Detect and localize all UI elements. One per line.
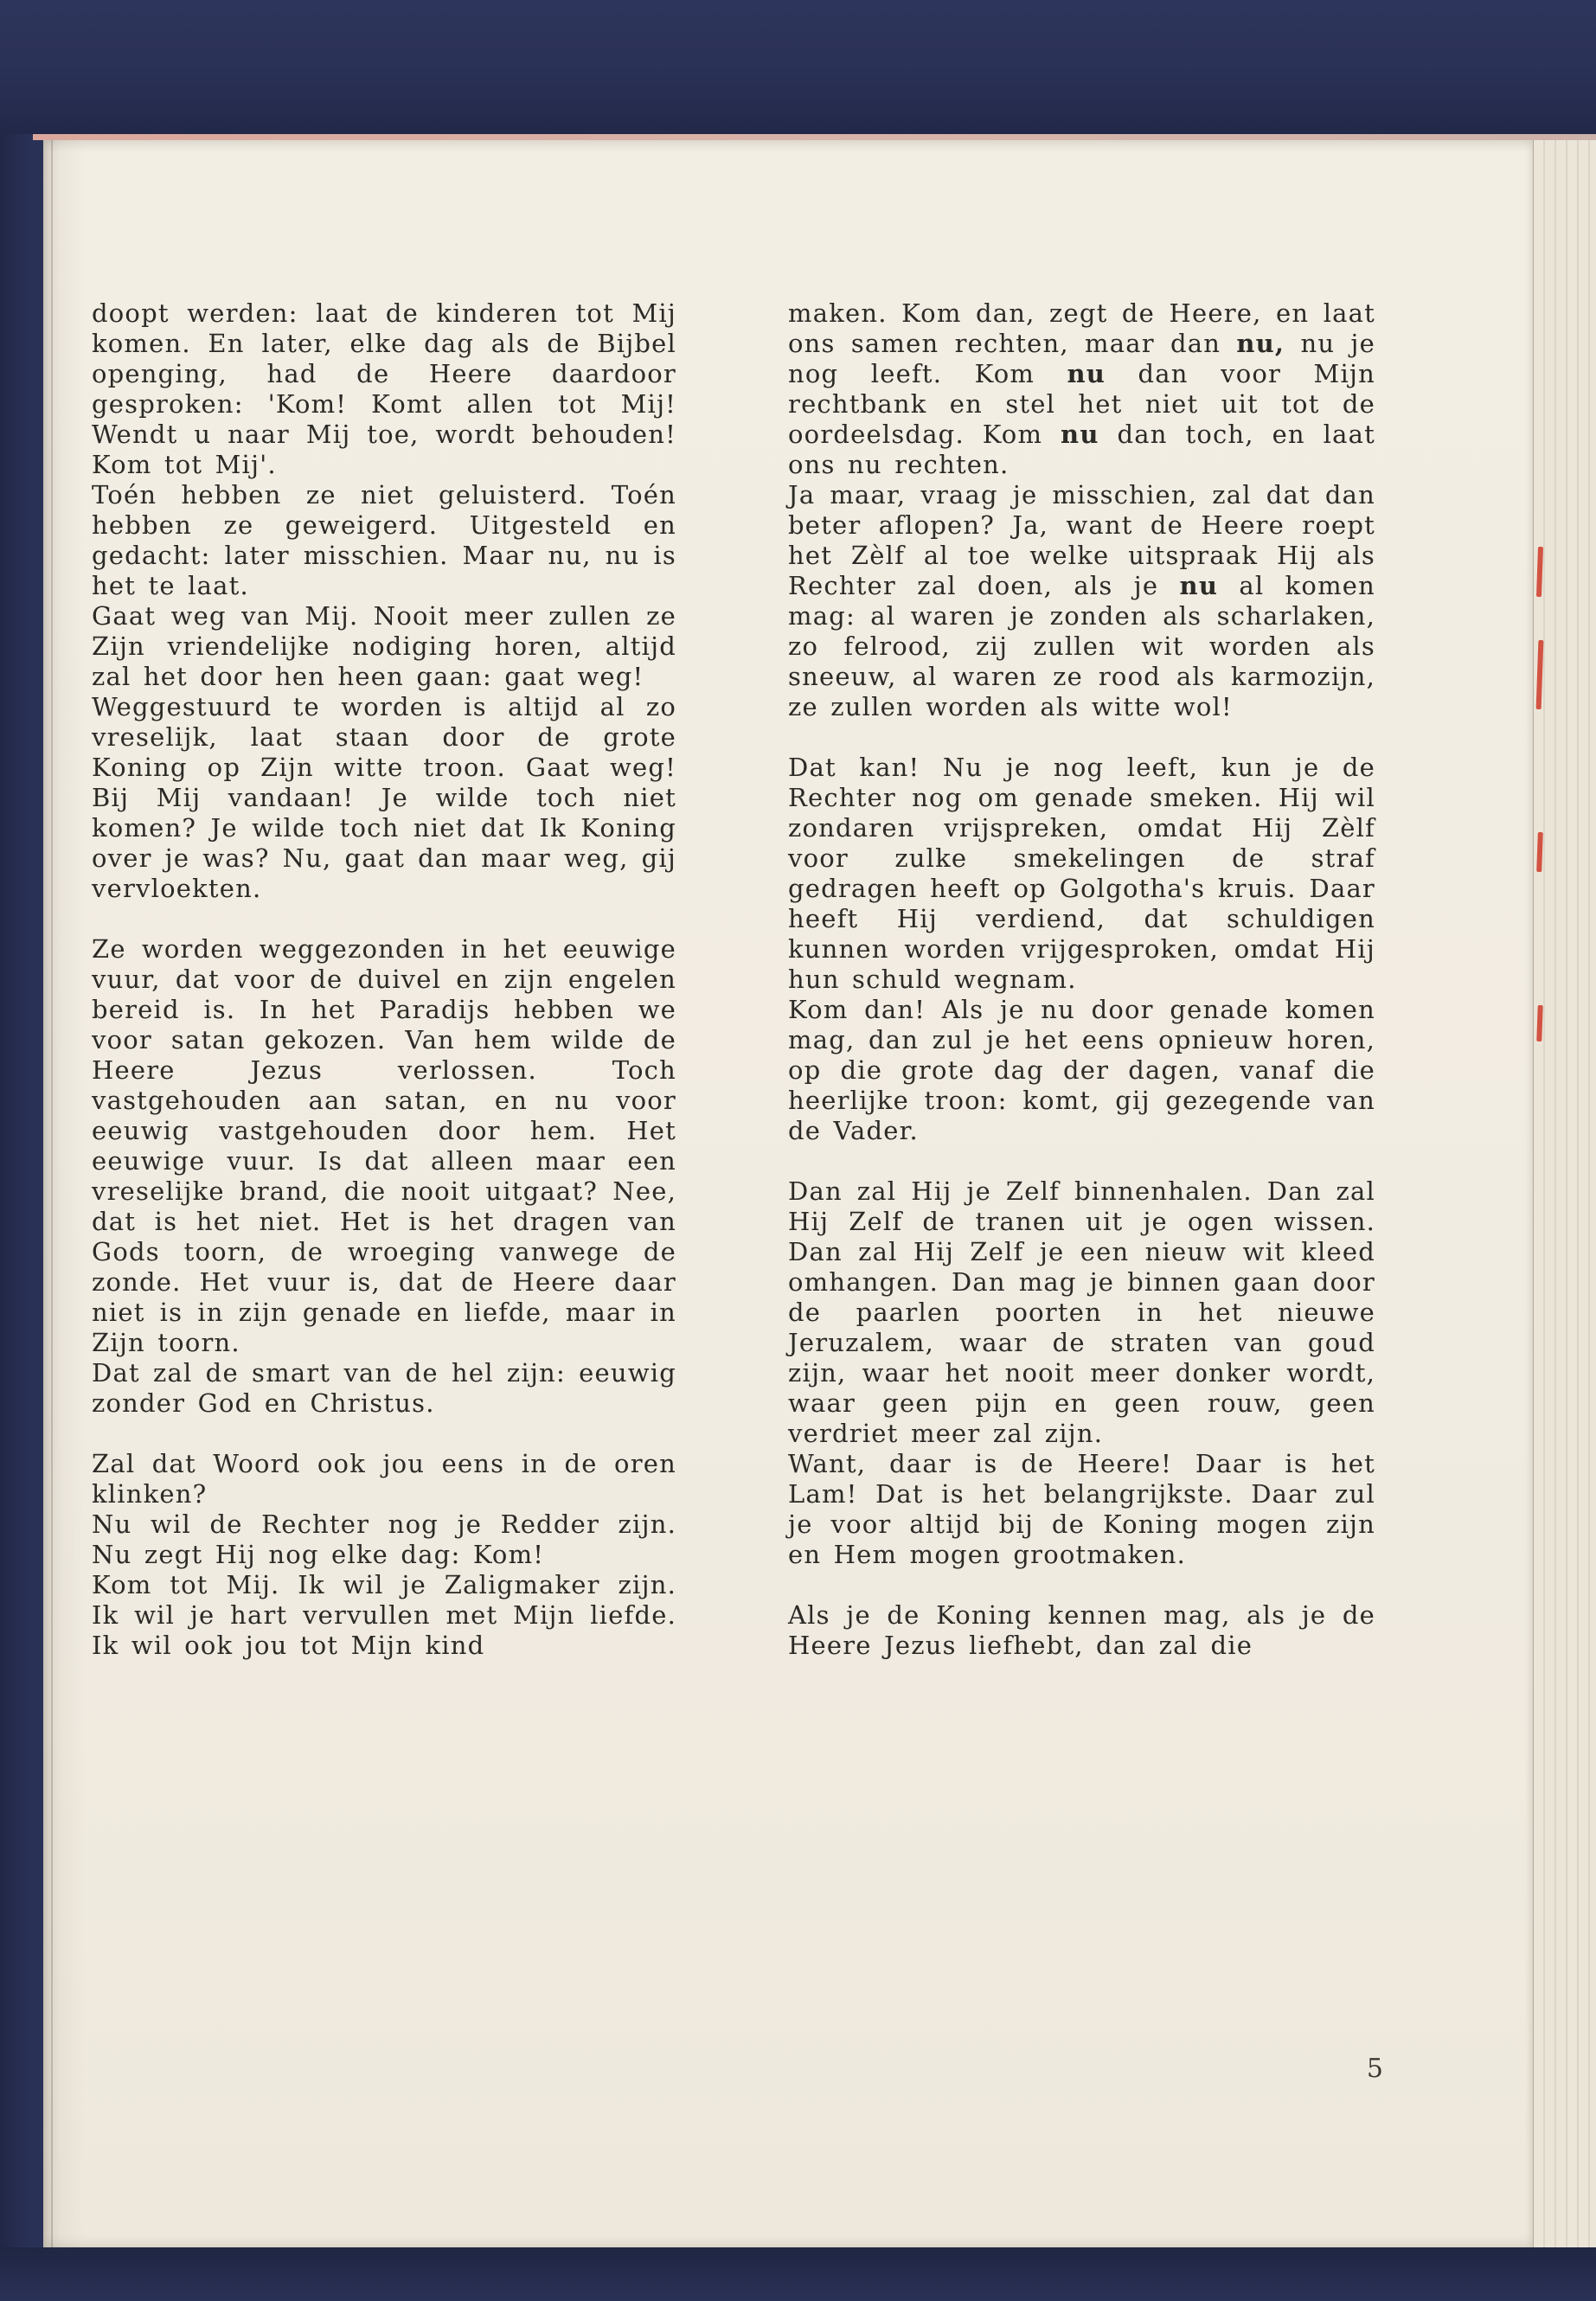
paragraph: Gaat weg van Mij. Nooit meer zullen ze Zijn vriendelijke nodiging horen, altijd zal het door hen heen gaan: gaat weg! (92, 601, 676, 691)
paragraph: Kom dan! Als je nu door genade komen mag, dan zul je het eens opnieuw horen, op die grote dag der dagen, vanaf die heerlijke troon: komt, gij gezegende van de Vader. (788, 995, 1375, 1145)
paragraph: Weggestuurd te worden is altijd al zo vreselijk, laat staan door de grote Koning op Zijn witte troon. Gaat weg! Bij Mij vandaan! Je wilde toch niet komen? Je wilde toch niet dat Ik Koning over je was? Nu, gaat dan maar weg, gij vervloekten. (92, 692, 676, 903)
paragraph: Kom tot Mij. Ik wil je Zaligmaker zijn. Ik wil je hart vervullen met Mijn liefde. Ik wil ook jou tot Mijn kind (92, 1570, 676, 1660)
text-column-left (92, 298, 676, 1661)
paragraph: Als je de Koning kennen mag, als je de Heere Jezus liefhebt, dan zal die (788, 1600, 1375, 1660)
paragraph: Want, daar is de Heere! Daar is het Lam! Dat is het belangrijkste. Daar zul je voor altijd bij de Koning mogen zijn en Hem mogen grootmaken. (788, 1449, 1375, 1569)
paragraph: Zal dat Woord ook jou eens in de oren klinken? (92, 1449, 676, 1509)
page-number: 5 (1366, 2054, 1384, 2084)
paragraph: Dat zal de smart van de hel zijn: eeuwig zonder God en Christus. (92, 1358, 676, 1418)
fore-edge-page-stack (1533, 140, 1596, 2247)
book-cover-left-band (0, 134, 43, 2247)
text-column-right (788, 298, 1375, 1661)
paragraph: Toén hebben ze niet geluisterd. Toén hebben ze geweigerd. Uitgesteld en gedacht: later misschien. Maar nu, nu is het te laat. (92, 480, 676, 600)
book-cover-bottom-band (0, 2247, 1596, 2301)
red-edge-mark (1536, 832, 1543, 872)
red-edge-mark (1536, 1005, 1542, 1042)
book-cover-top-band (0, 0, 1596, 134)
red-edge-mark (1536, 547, 1543, 597)
scan-page (43, 140, 1533, 2247)
paragraph: Ja maar, vraag je misschien, zal dat dan beter aflopen? Ja, want de Heere roept het Zèlf al toe welke uitspraak Hij als Rechter zal doen, als je nu al komen mag: al waren je zonden als scharlaken, zo felrood, zij zullen wit worden als sneeuw, al waren ze rood als karmozijn, ze zullen worden als witte wol! (788, 480, 1376, 721)
paragraph: maken. Kom dan, zegt de Heere, en laat ons samen rechten, maar dan nu, nu je nog leeft. Kom nu dan voor Mijn rechtbank en stel het niet uit tot de oordeelsdag. Kom nu dan toch, en laat ons nu rechten. (788, 298, 1375, 479)
page-top-edge-highlight (33, 134, 1596, 140)
paragraph: doopt werden: laat de kinderen tot Mij komen. En later, elke dag als de Bijbel openging, had de Heere daardoor gesproken: 'Kom! Komt allen tot Mij! Wendt u naar Mij toe, wordt behouden! Kom tot Mij'. (92, 298, 676, 479)
paragraph: Dan zal Hij je Zelf binnenhalen. Dan zal Hij Zelf de tranen uit je ogen wissen. Dan zal Hij Zelf je een nieuw wit kleed omhangen. Dan mag je binnen gaan door de paarlen poorten in het nieuwe Jeruzalem, waar de straten van goud zijn, waar het nooit meer donker wordt, waar geen pijn en geen rouw, geen verdriet meer zal zijn. (788, 1176, 1375, 1448)
paragraph: Nu wil de Rechter nog je Redder zijn. Nu zegt Hij nog elke dag: Kom! (92, 1509, 676, 1569)
red-edge-mark (1536, 640, 1544, 709)
paragraph: Dat kan! Nu je nog leeft, kun je de Rechter nog om genade smeken. Hij wil zondaren vrijspreken, omdat Hij Zèlf voor zulke smekelingen de straf gedragen heeft op Golgotha's kruis. Daar heeft Hij verdiend, dat schuldigen kunnen worden vrijgesproken, omdat Hij hun schuld wegnam. (788, 753, 1375, 994)
paragraph: Ze worden weggezonden in het eeuwige vuur, dat voor de duivel en zijn engelen bereid is. In het Paradijs hebben we voor satan gekozen. Van hem wilde de Heere Jezus verlossen. Toch vastgehouden aan satan, en nu voor eeuwig vastgehouden door hem. Het eeuwige vuur. Is dat alleen maar een vreselijke brand, die nooit uitgaat? Nee, dat is het niet. Het is het dragen van Gods toorn, de wroeging vanwege de zonde. Het vuur is, dat de Heere daar niet is in zijn genade en liefde, maar in Zijn toorn. (92, 934, 676, 1357)
